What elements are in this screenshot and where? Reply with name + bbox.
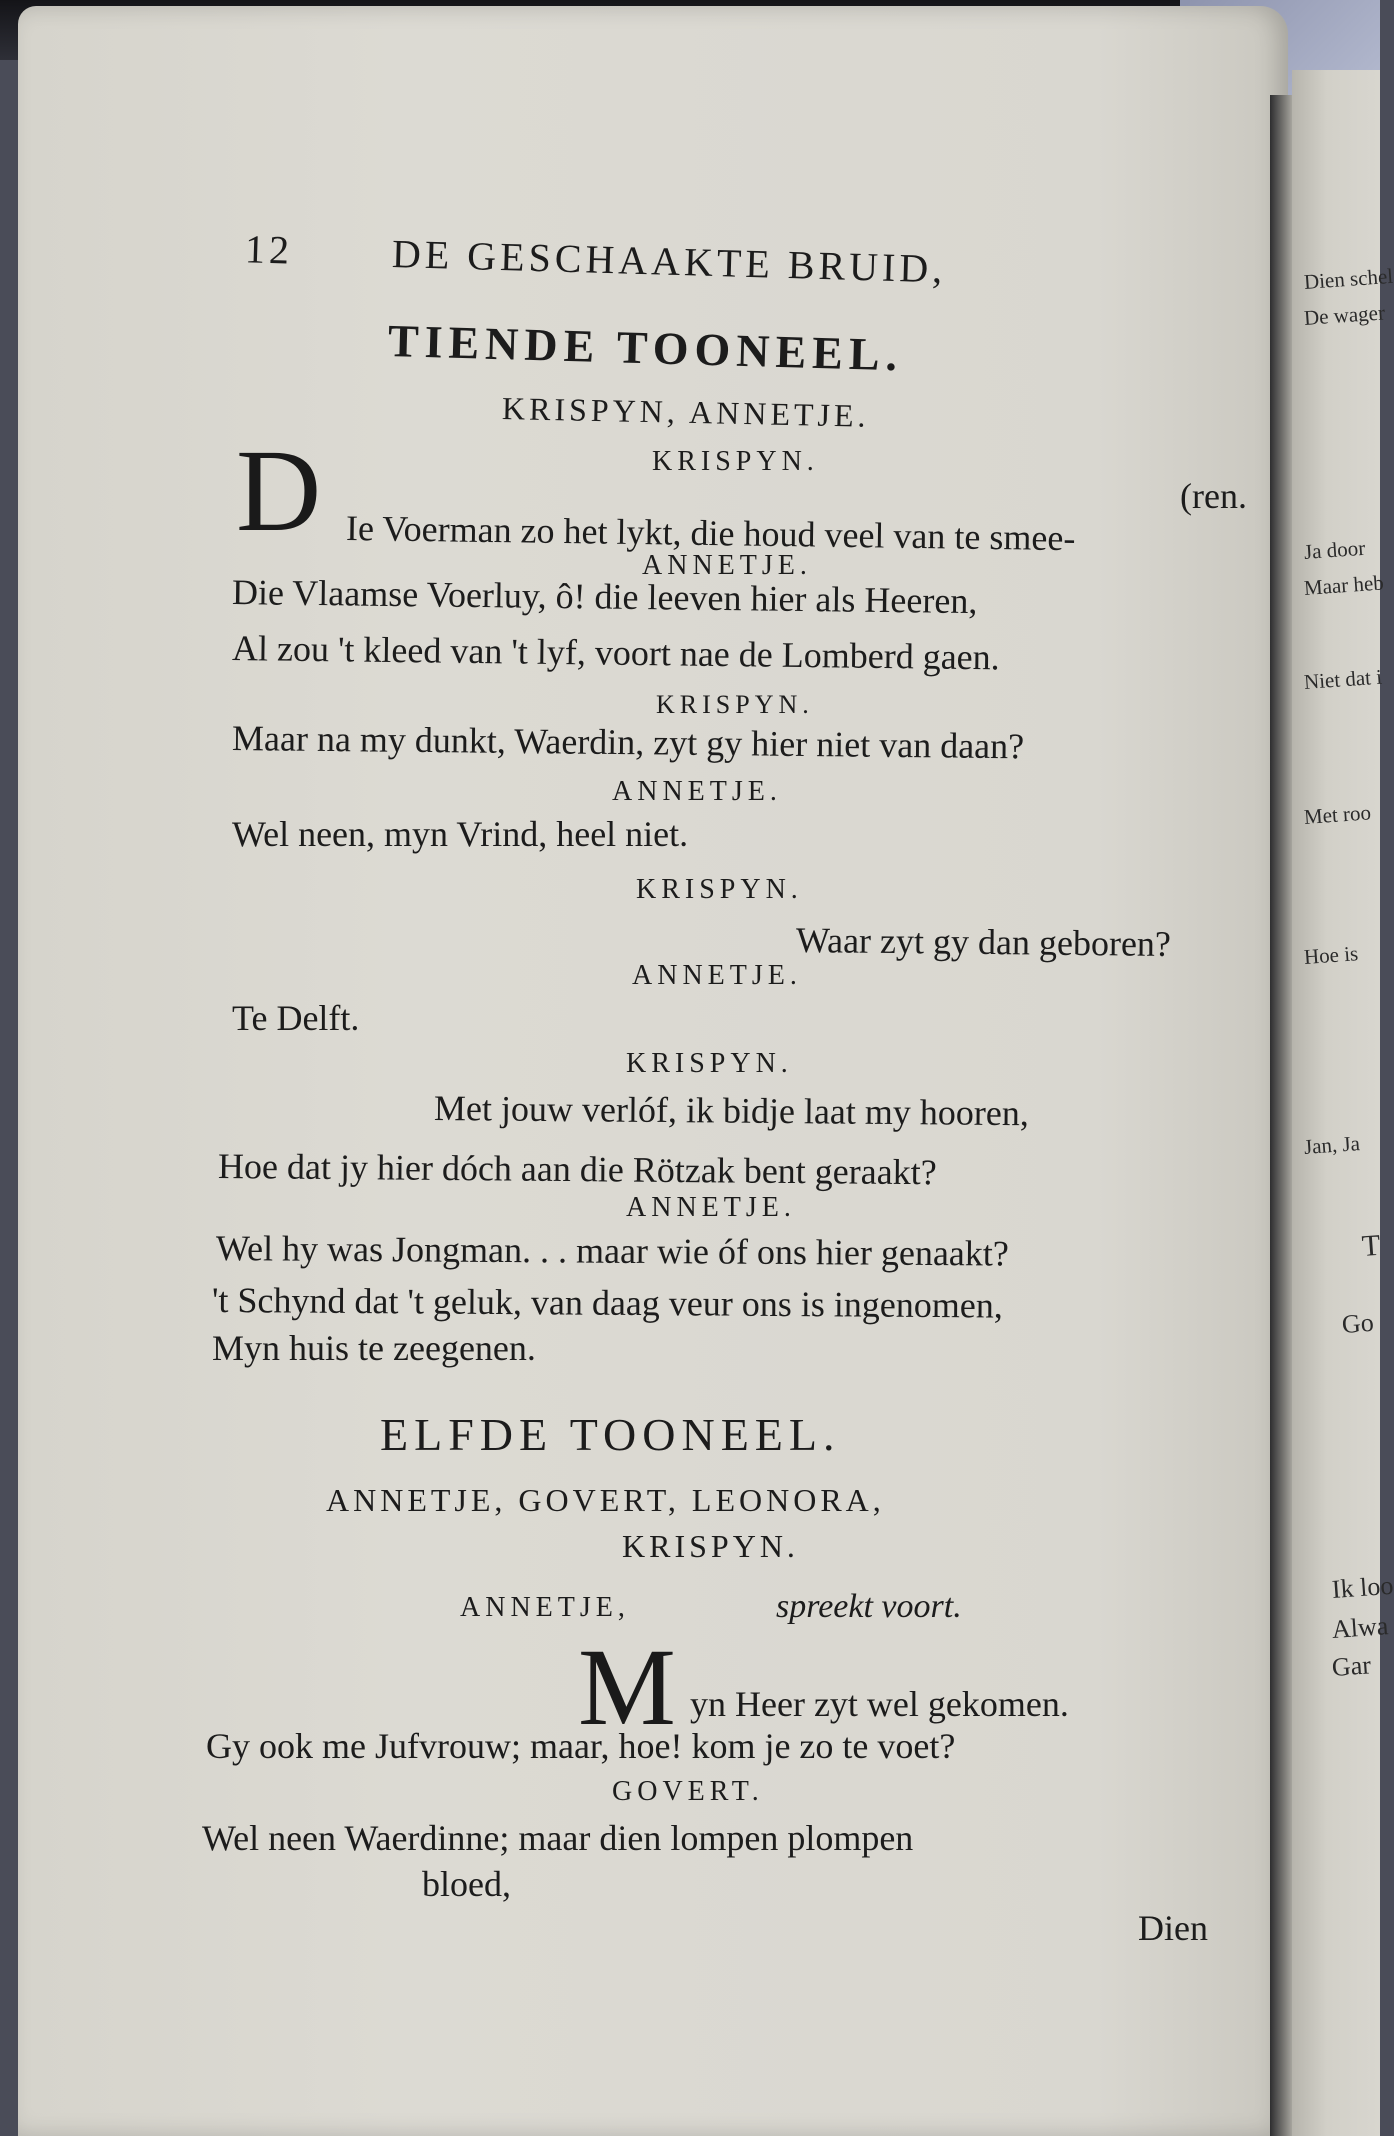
scene-cast: KRISPYN. (622, 1528, 799, 1564)
speaker-name: KRISPYN. (652, 446, 819, 477)
facing-line: Go (1340, 1307, 1375, 1339)
scene-cast: KRISPYN, ANNETJE. (501, 390, 870, 434)
verse-line: Hoe dat jy hier dóch aan die Rötzak bent geraakt? (217, 1146, 937, 1193)
verse-line: Die Vlaamse Voerluy, ô! die leeven hier als Heeren, (231, 572, 978, 622)
drop-cap: D (236, 425, 322, 556)
verse-line: Wel neen, myn Vrind, heel niet. (232, 814, 689, 854)
facing-line: T (1360, 1228, 1382, 1263)
facing-line: Niet dat i (1303, 664, 1383, 694)
verse-line: Waar zyt gy dan geboren? (795, 920, 1172, 964)
facing-line: Maar heb (1303, 570, 1385, 600)
book-page-right (1292, 70, 1394, 2136)
verse-line: Gy ook me Jufvrouw; maar, hoe! kom je zo te voet? (206, 1726, 956, 1766)
rhyme-turnover: (ren. (1180, 476, 1247, 516)
facing-line: Ik loo (1330, 1570, 1394, 1604)
verse-line: Myn huis te zeegenen. (212, 1328, 536, 1368)
scene-title: ELFDE TOONEEL. (380, 1409, 841, 1460)
facing-line: Alwa (1330, 1611, 1390, 1644)
speaker-name: ANNETJE, (460, 1592, 630, 1623)
verse-line: Maar na my dunkt, Waerdin, zyt gy hier niet van daan? (231, 718, 1025, 767)
running-title: DE GESCHAAKTE BRUID, (391, 231, 947, 292)
stage-direction: spreekt voort. (776, 1588, 962, 1625)
facing-line: Met roo (1303, 800, 1372, 829)
speaker-name: KRISPYN. (636, 874, 803, 905)
speaker-name: ANNETJE. (626, 1192, 796, 1223)
verse-line: Met jouw verlóf, ik bidje laat my hooren, (433, 1088, 1030, 1134)
page-number: 12 (244, 226, 294, 273)
speaker-name: ANNETJE. (632, 960, 802, 991)
facing-line: De wager (1303, 300, 1386, 330)
verse-line: bloed, (422, 1864, 511, 1904)
scene-title: TIENDE TOONEEL. (387, 315, 904, 381)
facing-line: Ja door (1303, 535, 1366, 564)
verse-line: Wel neen Waerdinne; maar dien lompen plompen (202, 1818, 914, 1858)
verse-line: Al zou 't kleed van 't lyf, voort nae de Lomberd gaen. (231, 628, 1000, 678)
verse-line: Ie Voerman zo het lykt, die houd veel van te smee- (345, 508, 1076, 559)
facing-line: Jan, Ja (1303, 1131, 1361, 1159)
drop-cap: M (578, 1626, 676, 1748)
speaker-name: ANNETJE. (642, 550, 812, 581)
verse-line: Wel hy was Jongman. . . maar wie óf ons hier genaakt? (215, 1228, 1009, 1274)
verse-line: Te Delft. (232, 998, 360, 1038)
verse-line: 't Schynd dat 't geluk, van daag veur ons is ingenomen, (211, 1280, 1003, 1326)
speaker-name: KRISPYN. (626, 1048, 793, 1079)
speaker-name: ANNETJE. (612, 776, 782, 807)
speaker-name: GOVERT. (612, 1776, 764, 1807)
facing-line: Hoe is (1303, 941, 1359, 969)
facing-line: Dien schel (1303, 263, 1394, 294)
facing-line: Gar (1330, 1650, 1372, 1682)
speaker-name: KRISPYN. (656, 690, 814, 719)
catchword: Dien (1138, 1908, 1208, 1948)
verse-line: yn Heer zyt wel gekomen. (690, 1684, 1069, 1724)
scene-cast: ANNETJE, GOVERT, LEONORA, (326, 1482, 885, 1518)
